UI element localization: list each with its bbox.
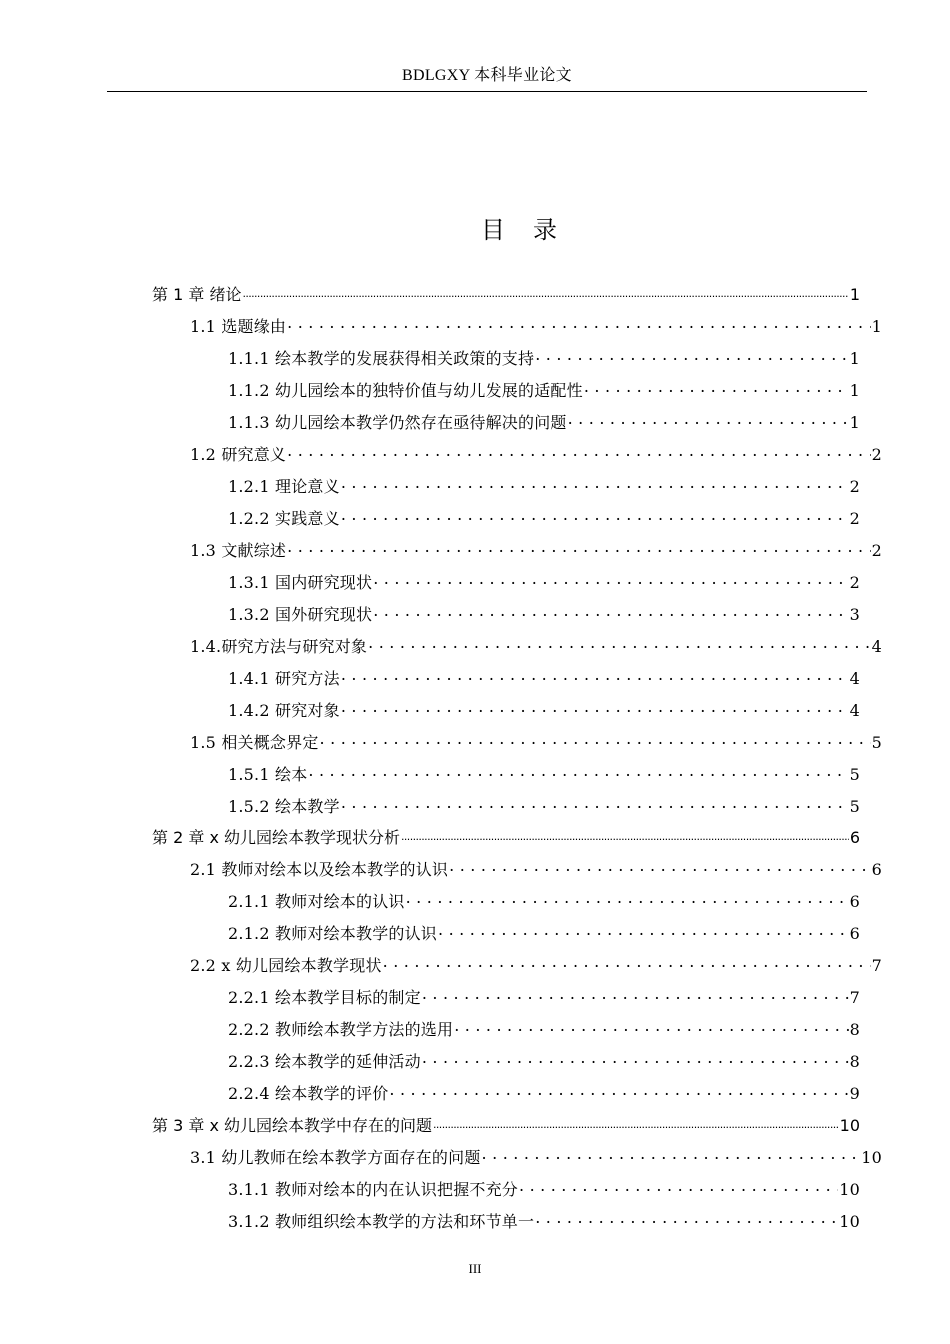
toc-dot-leader: [373, 604, 848, 620]
toc-entry-page: 10: [839, 1116, 860, 1136]
toc-entry-page: 6: [871, 860, 882, 880]
toc-dot-leader: [287, 540, 870, 556]
toc-dot-leader: [373, 572, 848, 588]
toc-entry[interactable]: [228, 921, 860, 947]
toc-entry-page: 10: [839, 1180, 860, 1200]
toc-entry[interactable]: [228, 889, 860, 915]
toc-entry-label: 2.2.1 绘本教学目标的制定: [228, 988, 421, 1008]
toc-dot-leader: [584, 380, 849, 396]
toc-entry[interactable]: [228, 474, 860, 500]
toc-entry-label: 1.5 相关概念界定: [190, 732, 319, 752]
toc-entry-label: 1.1.2 幼儿园绘本的独特价值与幼儿发展的适配性: [228, 380, 583, 400]
toc-entry-page: 4: [849, 700, 860, 720]
toc-entry-label: 1.3.1 国内研究现状: [228, 572, 373, 592]
toc-entry-page: 1: [871, 316, 882, 336]
toc-dot-leader: [519, 1179, 838, 1195]
page-header: BDLGXY 本科毕业论文: [402, 67, 572, 84]
toc-title: 目录: [481, 216, 585, 244]
toc-entry-page: 9: [849, 1084, 860, 1104]
toc-entry-label: 1.2 研究意义: [190, 444, 287, 464]
header-rule: [107, 91, 867, 92]
toc-entry-page: 2: [871, 540, 882, 560]
toc-entry[interactable]: [228, 794, 860, 820]
toc-entry[interactable]: [228, 698, 860, 724]
toc-entry-label: 1.1 选题缘由: [190, 316, 287, 336]
toc-entry[interactable]: [190, 538, 882, 564]
toc-entry[interactable]: [228, 666, 860, 692]
toc-dot-leader: [341, 476, 849, 492]
toc-entry-label: 2.1.1 教师对绘本的认识: [228, 892, 405, 912]
toc-entry-label: 2.2.3 绘本教学的延伸活动: [228, 1052, 421, 1072]
toc-entry-page: 6: [849, 892, 860, 912]
toc-entry[interactable]: [190, 857, 882, 883]
toc-entry[interactable]: [228, 1017, 860, 1043]
toc-dot-leader: [389, 1083, 848, 1099]
toc-dot-leader: [287, 316, 870, 332]
toc-dot-leader: [401, 827, 849, 843]
toc-entry-page: 5: [849, 796, 860, 816]
toc-dot-leader: [368, 636, 870, 652]
toc-entry-label: 1.5.2 绘本教学: [228, 796, 340, 816]
toc-dot-leader: [535, 348, 848, 364]
toc-entry-page: 5: [849, 764, 860, 784]
toc-entry[interactable]: [228, 602, 860, 628]
toc-entry-label: 2.1 教师对绘本以及绘本教学的认识: [190, 860, 449, 880]
toc-entry[interactable]: [228, 570, 860, 596]
toc-entry-page: 2: [849, 476, 860, 496]
toc-entry[interactable]: [152, 1113, 860, 1139]
toc-entry[interactable]: [190, 314, 882, 340]
toc-entry-label: 1.1.1 绘本教学的发展获得相关政策的支持: [228, 348, 535, 368]
toc-entry-page: 8: [849, 1020, 860, 1040]
toc-dot-leader: [341, 700, 849, 716]
toc-dot-leader: [535, 1211, 838, 1227]
toc-dot-leader: [341, 796, 849, 812]
toc-entry[interactable]: [228, 1049, 860, 1075]
toc-entry-label: 2.1.2 教师对绘本教学的认识: [228, 924, 437, 944]
toc-entry-page: 7: [849, 988, 860, 1008]
toc-entry[interactable]: [228, 985, 860, 1011]
toc-entry-page: 1: [849, 348, 860, 368]
toc-entry[interactable]: [152, 282, 860, 308]
toc-entry-page: 5: [871, 732, 882, 752]
toc-dot-leader: [422, 1051, 849, 1067]
toc-entry[interactable]: [228, 410, 860, 436]
toc-entry-label: 1.4.2 研究对象: [228, 700, 340, 720]
toc-entry-label: 1.1.3 幼儿园绘本教学仍然存在亟待解决的问题: [228, 412, 567, 432]
toc-dot-leader: [341, 508, 849, 524]
toc-entry[interactable]: [190, 442, 882, 468]
toc-entry-label: 1.2.1 理论意义: [228, 476, 340, 496]
toc-dot-leader: [449, 859, 870, 875]
toc-entry[interactable]: [228, 346, 860, 372]
toc-entry-page: 6: [849, 828, 860, 848]
toc-dot-leader: [308, 764, 848, 780]
toc-entry-page: 1: [849, 412, 860, 432]
toc-entry-label: 1.3 文献综述: [190, 540, 287, 560]
toc-entry-page: 1: [849, 380, 860, 400]
toc-entry-page: 7: [871, 956, 882, 976]
toc-entry[interactable]: [228, 506, 860, 532]
toc-dot-leader: [383, 955, 871, 971]
toc-entry-label: 1.4.研究方法与研究对象: [190, 636, 368, 656]
toc-dot-leader: [320, 732, 871, 748]
toc-entry[interactable]: [190, 953, 882, 979]
toc-dot-leader: [454, 1019, 848, 1035]
toc-entry-label: 1.3.2 国外研究现状: [228, 604, 373, 624]
toc-dot-leader: [433, 1115, 839, 1131]
page-number: III: [468, 1261, 482, 1276]
toc-dot-leader: [422, 987, 849, 1003]
toc-entry-label: 3.1.2 教师组织绘本教学的方法和环节单一: [228, 1212, 535, 1232]
toc-entry-label: 第 3 章 x 幼儿园绘本教学中存在的问题: [152, 1116, 432, 1136]
toc-entry-label: 第 2 章 x 幼儿园绘本教学现状分析: [152, 828, 400, 848]
toc-entry[interactable]: [228, 1209, 860, 1235]
toc-entry-page: 2: [849, 572, 860, 592]
toc-dot-leader: [438, 923, 849, 939]
toc-entry-label: 3.1 幼儿教师在绘本教学方面存在的问题: [190, 1148, 481, 1168]
toc-dot-leader: [341, 668, 849, 684]
toc-entry-label: 2.2 x 幼儿园绘本教学现状: [190, 956, 382, 976]
toc-entry[interactable]: [228, 1177, 860, 1203]
toc-entry[interactable]: [152, 825, 860, 851]
toc-entry-page: 6: [849, 924, 860, 944]
toc-entry-page: 4: [871, 636, 882, 656]
toc-entry-page: 4: [849, 668, 860, 688]
toc-entry-label: 1.2.2 实践意义: [228, 508, 340, 528]
toc-entry-page: 1: [849, 285, 860, 304]
toc-dot-leader: [568, 412, 849, 428]
toc-entry[interactable]: [228, 378, 860, 404]
toc-entry[interactable]: [228, 1081, 860, 1107]
toc-dot-leader: [406, 891, 849, 907]
toc-dot-leader: [287, 444, 870, 460]
toc-entry-label: 2.2.4 绘本教学的评价: [228, 1084, 389, 1104]
toc-entry-page: 2: [871, 444, 882, 464]
toc-entry[interactable]: [190, 730, 882, 756]
toc-entry[interactable]: [190, 634, 882, 660]
toc-entry-label: 1.5.1 绘本: [228, 764, 308, 784]
toc-entry-page: 3: [849, 604, 860, 624]
toc-dot-leader: [242, 284, 848, 300]
toc-entry[interactable]: [190, 1145, 882, 1171]
toc-entry-page: 10: [861, 1148, 882, 1168]
toc-entry-page: 10: [839, 1212, 860, 1232]
toc-entry-page: 2: [849, 508, 860, 528]
toc-entry-page: 8: [849, 1052, 860, 1072]
toc-entry-label: 1.4.1 研究方法: [228, 668, 340, 688]
toc-entry-label: 2.2.2 教师绘本教学方法的选用: [228, 1020, 454, 1040]
toc-dot-leader: [482, 1147, 861, 1163]
toc-entry-label: 第 1 章 绪论: [152, 285, 242, 304]
toc-entry-label: 3.1.1 教师对绘本的内在认识把握不充分: [228, 1180, 518, 1200]
toc-entry[interactable]: [228, 762, 860, 788]
